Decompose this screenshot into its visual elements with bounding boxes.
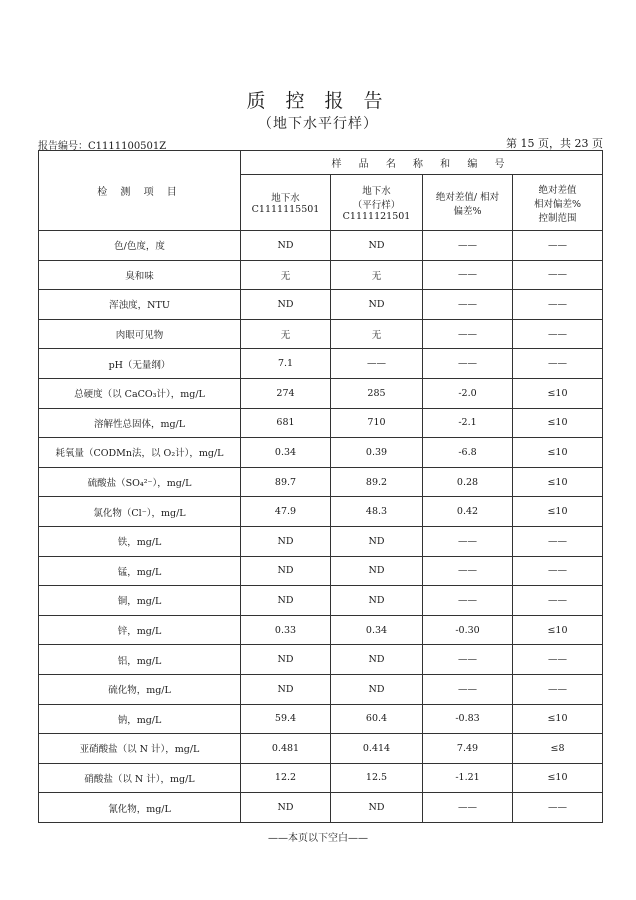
cell-sample-2: 12.5 [331,763,423,793]
header-diff [423,175,513,231]
cell-diff: -0.30 [423,615,513,645]
header-sample-1 [241,175,331,231]
table-row [39,231,603,261]
cell-diff: —— [423,290,513,320]
cell-item: 氰化物，mg/L [39,793,241,823]
header-sample-2-code: C1111121501 [342,211,411,222]
cell-limit: ≤8 [513,734,603,764]
table-row [39,763,603,793]
cell-sample-1: 681 [241,408,331,438]
cell-item: 铜，mg/L [39,586,241,616]
cell-sample-1: 无 [241,319,331,349]
cell-sample-2: 89.2 [331,467,423,497]
cell-sample-1: 59.4 [241,704,331,734]
cell-sample-2: ND [331,290,423,320]
cell-limit: —— [513,349,603,379]
cell-sample-1: 12.2 [241,763,331,793]
cell-sample-1: 274 [241,378,331,408]
cell-limit: —— [513,319,603,349]
cell-limit: —— [513,526,603,556]
cell-limit: ≤10 [513,497,603,527]
report-title: 质 控 报 告 [246,90,390,112]
cell-item: 亚硝酸盐（以 N 计），mg/L [39,734,241,764]
cell-diff: —— [423,674,513,704]
cell-limit: ≤10 [513,467,603,497]
cell-sample-1: 47.9 [241,497,331,527]
cell-item: 硝酸盐（以 N 计），mg/L [39,763,241,793]
end-of-page-note: ——本页以下空白—— [268,833,368,844]
cell-diff: —— [423,793,513,823]
cell-sample-2: 无 [331,260,423,290]
cell-limit: ≤10 [513,763,603,793]
cell-limit: —— [513,674,603,704]
cell-item: 硫酸盐（SO₄²⁻），mg/L [39,467,241,497]
cell-item: 锌，mg/L [39,615,241,645]
cell-item: 锰，mg/L [39,556,241,586]
cell-limit: —— [513,793,603,823]
cell-sample-2: ND [331,231,423,261]
cell-sample-1: ND [241,556,331,586]
cell-diff: —— [423,319,513,349]
cell-item: 色/色度，度 [39,231,241,261]
cell-sample-1: ND [241,645,331,675]
cell-diff: —— [423,645,513,675]
cell-item: 铁，mg/L [39,526,241,556]
cell-limit: —— [513,645,603,675]
table-row [39,704,603,734]
cell-sample-2: 48.3 [331,497,423,527]
table-row [39,467,603,497]
table-row [39,526,603,556]
header-sample-2 [331,175,423,231]
cell-limit: ≤10 [513,438,603,468]
cell-sample-2: 285 [331,378,423,408]
header-diff-line2: 偏差% [453,205,482,217]
table-row [39,319,603,349]
cell-item: 铝，mg/L [39,645,241,675]
cell-sample-1: ND [241,231,331,261]
header-sample-2-type: （平行样） [352,200,401,211]
cell-diff: 7.49 [423,734,513,764]
cell-diff: 0.42 [423,497,513,527]
cell-item: 钠，mg/L [39,704,241,734]
table-row [39,497,603,527]
cell-limit: ≤10 [513,378,603,408]
report-number: 报告编号：C1111100501Z [38,141,167,152]
table-row [39,615,603,645]
page-number: 第 15 页，共 23 页 [506,137,603,150]
cell-diff: -0.83 [423,704,513,734]
cell-diff: —— [423,349,513,379]
cell-item: 耗氧量（CODMn法，以 O₂计），mg/L [39,438,241,468]
table-row [39,349,603,379]
table-row [39,438,603,468]
table-row [39,674,603,704]
cell-item: pH（无量纲） [39,349,241,379]
cell-sample-1: 0.33 [241,615,331,645]
cell-sample-2: —— [331,349,423,379]
cell-sample-1: ND [241,526,331,556]
table-row [39,378,603,408]
cell-limit: ≤10 [513,408,603,438]
cell-sample-1: 7.1 [241,349,331,379]
header-limit-line1: 绝对差值 [538,184,577,196]
cell-sample-1: ND [241,290,331,320]
cell-limit: ≤10 [513,704,603,734]
cell-diff: —— [423,556,513,586]
cell-sample-2: ND [331,526,423,556]
header-item: 检 测 项 目 [39,151,241,231]
cell-item: 臭和味 [39,260,241,290]
table-row [39,260,603,290]
cell-sample-1: ND [241,674,331,704]
cell-sample-1: ND [241,586,331,616]
cell-diff: -2.0 [423,378,513,408]
cell-limit: —— [513,260,603,290]
cell-limit: —— [513,556,603,586]
table-row [39,290,603,320]
cell-sample-1: 89.7 [241,467,331,497]
header-sample-1-code: C1111115501 [251,204,320,215]
cell-sample-1: 无 [241,260,331,290]
cell-item: 浑浊度，NTU [39,290,241,320]
cell-limit: ≤10 [513,615,603,645]
cell-sample-2: ND [331,645,423,675]
cell-sample-2: 60.4 [331,704,423,734]
cell-sample-2: 0.414 [331,734,423,764]
cell-diff: -2.1 [423,408,513,438]
cell-sample-2: ND [331,793,423,823]
cell-sample-2: ND [331,556,423,586]
header-row-1 [39,151,603,175]
cell-sample-2: 0.34 [331,615,423,645]
cell-diff: —— [423,586,513,616]
cell-item: 氯化物（Cl⁻），mg/L [39,497,241,527]
table-row [39,556,603,586]
cell-sample-1: 0.481 [241,734,331,764]
cell-sample-2: 0.39 [331,438,423,468]
cell-sample-2: 710 [331,408,423,438]
cell-diff: —— [423,260,513,290]
cell-diff: —— [423,231,513,261]
cell-sample-1: ND [241,793,331,823]
cell-diff: -1.21 [423,763,513,793]
header-sample-group: 样 品 名 称 和 编 号 [241,151,603,175]
table-row [39,408,603,438]
cell-item: 溶解性总固体，mg/L [39,408,241,438]
table-row [39,586,603,616]
qc-table [38,150,603,823]
cell-item: 硫化物，mg/L [39,674,241,704]
table-row [39,734,603,764]
cell-sample-2: 无 [331,319,423,349]
cell-limit: —— [513,290,603,320]
cell-sample-1: 0.34 [241,438,331,468]
cell-diff: —— [423,526,513,556]
header-diff-line1: 绝对差值/ 相对 [435,191,500,203]
report-subtitle: （地下水平行样） [258,116,378,132]
cell-diff: 0.28 [423,467,513,497]
cell-limit: —— [513,586,603,616]
header-limit-line3: 控制范围 [538,212,577,224]
header-limit [513,175,603,231]
cell-sample-2: ND [331,586,423,616]
table-row [39,645,603,675]
cell-limit: —— [513,231,603,261]
cell-item: 总硬度（以 CaCO₃计），mg/L [39,378,241,408]
header-sample-2-name: 地下水 [362,186,391,197]
table-row [39,793,603,823]
cell-sample-2: ND [331,674,423,704]
header-sample-1-name: 地下水 [271,193,300,204]
cell-diff: -6.8 [423,438,513,468]
header-limit-line2: 相对偏差% [533,198,582,210]
cell-item: 肉眼可见物 [39,319,241,349]
